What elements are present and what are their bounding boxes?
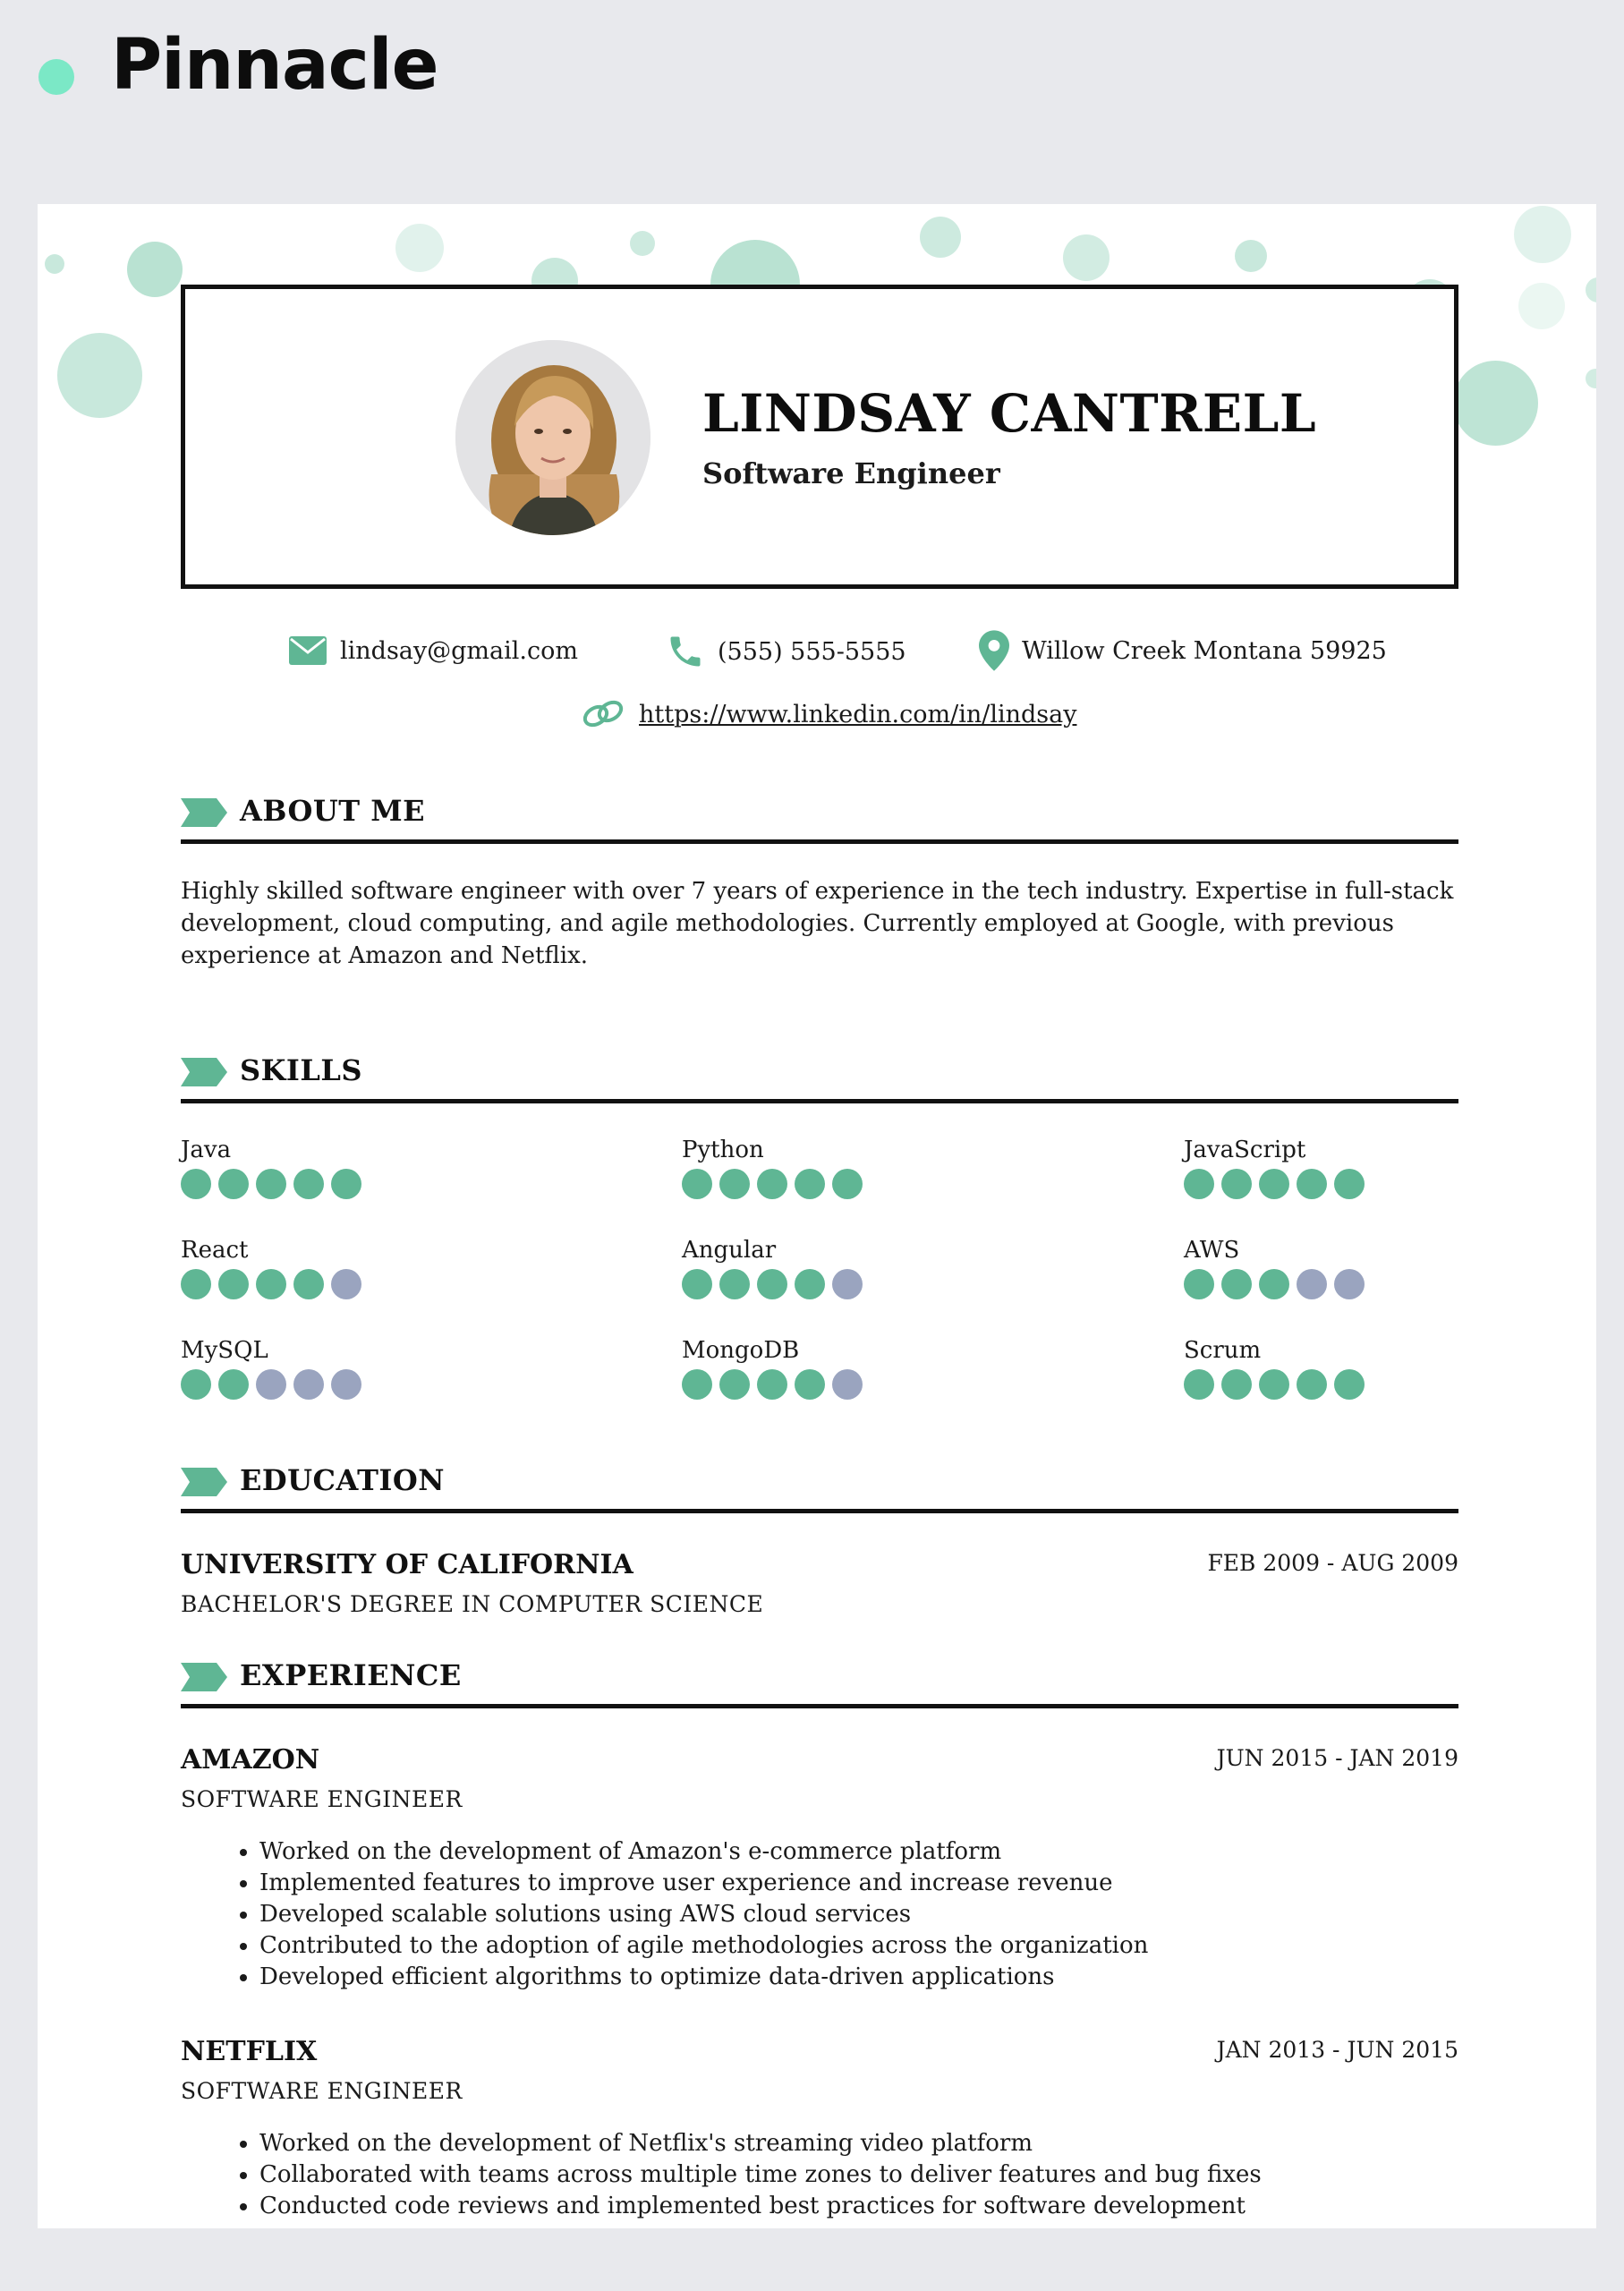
skill-dot-filled — [181, 1369, 211, 1400]
section-title-experience: EXPERIENCE — [240, 1658, 462, 1692]
app-header — [0, 0, 1624, 179]
contact-email-text: lindsay@gmail.com — [340, 636, 578, 665]
skill-dot-filled — [181, 1169, 211, 1199]
skill-dot-filled — [1221, 1269, 1252, 1299]
education-degree: BACHELOR'S DEGREE IN COMPUTER SCIENCE — [181, 1591, 764, 1617]
job-bullets — [218, 2128, 1262, 2222]
email-icon — [288, 635, 327, 666]
job-dates: JAN 2013 - JUN 2015 — [1216, 2037, 1458, 2063]
skill-rating — [181, 1169, 557, 1199]
contact-phone[interactable] — [666, 632, 906, 671]
candidate-name: LINDSAY CANTRELL — [702, 383, 1317, 444]
skill-dot-empty — [331, 1369, 361, 1400]
brand-name: Pinnacle — [111, 25, 438, 106]
section-heading-about — [181, 784, 1458, 847]
skill-rating — [181, 1269, 557, 1299]
list-item: • Developed efficient algorithms to optimize data-driven applications — [259, 1962, 1148, 1993]
skill-dot-empty — [331, 1269, 361, 1299]
skill-rating — [682, 1169, 1058, 1199]
skill-dot-filled — [256, 1169, 286, 1199]
job-bullets — [218, 1836, 1148, 1993]
skill-dot-filled — [293, 1169, 324, 1199]
skill-item — [181, 1138, 557, 1199]
link-icon — [580, 696, 626, 732]
skill-dot-filled — [1259, 1269, 1289, 1299]
skill-rating — [1184, 1169, 1560, 1199]
skill-dot-filled — [1184, 1269, 1214, 1299]
skill-name: React — [181, 1237, 249, 1264]
skill-dot-filled — [256, 1269, 286, 1299]
skill-dot-empty — [832, 1369, 863, 1400]
contact-location — [979, 630, 1387, 671]
skill-dot-filled — [218, 1369, 249, 1400]
skill-dot-empty — [1334, 1269, 1365, 1299]
skill-dot-empty — [293, 1369, 324, 1400]
skill-item — [1184, 1339, 1560, 1400]
skill-dot-filled — [1221, 1169, 1252, 1199]
skill-rating — [682, 1269, 1058, 1299]
skill-dot-filled — [719, 1269, 750, 1299]
about-text: Highly skilled software engineer with over 7 years of experience in the tech industry. Expertise in full-stack development, cloud computing, and agile methodologies. Currently employed at Google, with previous experience at Amazon and Netflix. — [181, 878, 1454, 969]
contact-website-link[interactable]: https://www.linkedin.com/in/lindsay — [639, 700, 1077, 728]
list-item: • Developed scalable solutions using AWS cloud services — [259, 1899, 1148, 1930]
section-chevron-icon — [181, 1058, 227, 1086]
resume-header — [181, 285, 1458, 589]
skill-dot-filled — [682, 1169, 712, 1199]
section-heading-experience — [181, 1648, 1458, 1711]
list-item: • Worked on the development of Netflix's streaming video platform — [259, 2128, 1262, 2159]
portrait-illustration — [455, 340, 650, 535]
skill-dot-filled — [331, 1169, 361, 1199]
contact-location-text: Willow Creek Montana 59925 — [1022, 636, 1387, 665]
skill-dot-filled — [1297, 1369, 1327, 1400]
skill-dot-filled — [719, 1369, 750, 1400]
job-company: NETFLIX — [181, 2036, 318, 2067]
skill-dot-filled — [795, 1169, 825, 1199]
skill-name: AWS — [1184, 1237, 1240, 1264]
section-chevron-icon — [181, 1468, 227, 1496]
skill-dot-filled — [218, 1169, 249, 1199]
section-title-about: ABOUT ME — [240, 794, 426, 828]
skill-dot-filled — [1334, 1169, 1365, 1199]
skill-rating — [181, 1369, 557, 1400]
list-item: • Worked on the development of Amazon's e-commerce platform — [259, 1836, 1148, 1868]
list-item: • Collaborated with teams across multiple time zones to deliver features and bug fixes — [259, 2159, 1262, 2191]
section-divider — [181, 1509, 1458, 1513]
skill-dot-filled — [1334, 1369, 1365, 1400]
skill-rating — [1184, 1369, 1560, 1400]
skill-dot-filled — [795, 1369, 825, 1400]
section-title-education: EDUCATION — [240, 1463, 445, 1497]
skill-dot-filled — [682, 1369, 712, 1400]
section-heading-education — [181, 1453, 1458, 1516]
location-pin-icon — [979, 630, 1009, 671]
profile-photo — [455, 340, 650, 535]
skill-item — [181, 1239, 557, 1299]
skill-dot-filled — [1184, 1369, 1214, 1400]
skill-name: Java — [181, 1137, 232, 1163]
skill-dot-filled — [1221, 1369, 1252, 1400]
skill-dot-filled — [1259, 1169, 1289, 1199]
skill-dot-filled — [795, 1269, 825, 1299]
section-divider — [181, 1704, 1458, 1708]
skill-name: Angular — [682, 1237, 777, 1264]
section-divider — [181, 839, 1458, 844]
skill-rating — [682, 1369, 1058, 1400]
brand-dot-icon — [38, 59, 74, 95]
skill-dot-filled — [757, 1269, 787, 1299]
skill-dot-filled — [181, 1269, 211, 1299]
skill-item — [1184, 1239, 1560, 1299]
section-chevron-icon — [181, 798, 227, 827]
skill-item — [682, 1138, 1058, 1199]
skill-item — [1184, 1138, 1560, 1199]
list-item: • Implemented features to improve user experience and increase revenue — [259, 1868, 1148, 1899]
skill-name: Scrum — [1184, 1337, 1262, 1364]
skill-dot-filled — [218, 1269, 249, 1299]
candidate-title: Software Engineer — [702, 456, 1000, 490]
job-dates: JUN 2015 - JAN 2019 — [1216, 1745, 1458, 1771]
skill-dot-filled — [719, 1169, 750, 1199]
job-role: SOFTWARE ENGINEER — [181, 1786, 463, 1812]
phone-icon — [666, 632, 705, 671]
contact-website[interactable] — [580, 696, 1076, 732]
skill-dot-empty — [832, 1269, 863, 1299]
skill-dot-filled — [293, 1269, 324, 1299]
list-item: • Conducted code reviews and implemented best practices for software development — [259, 2191, 1262, 2222]
section-title-skills: SKILLS — [240, 1053, 362, 1087]
skill-rating — [1184, 1269, 1560, 1299]
skill-item — [682, 1239, 1058, 1299]
contact-phone-text: (555) 555-5555 — [718, 637, 906, 666]
skill-name: MySQL — [181, 1337, 268, 1364]
resume-page — [38, 204, 1596, 2228]
skill-name: Python — [682, 1137, 764, 1163]
skill-item — [181, 1339, 557, 1400]
skill-dot-filled — [757, 1369, 787, 1400]
job-company: AMAZON — [181, 1744, 320, 1776]
skill-dot-filled — [757, 1169, 787, 1199]
section-chevron-icon — [181, 1663, 227, 1691]
skill-dot-filled — [1259, 1369, 1289, 1400]
section-divider — [181, 1099, 1458, 1103]
skill-dot-filled — [832, 1169, 863, 1199]
skill-name: MongoDB — [682, 1337, 800, 1364]
education-school: UNIVERSITY OF CALIFORNIA — [181, 1549, 633, 1580]
section-heading-skills — [181, 1043, 1458, 1106]
skill-dot-filled — [682, 1269, 712, 1299]
list-item: • Contributed to the adoption of agile methodologies across the organization — [259, 1930, 1148, 1962]
skill-dot-filled — [1297, 1169, 1327, 1199]
job-role: SOFTWARE ENGINEER — [181, 2078, 463, 2104]
skill-dot-filled — [1184, 1169, 1214, 1199]
skill-dot-empty — [256, 1369, 286, 1400]
contact-email[interactable] — [288, 635, 578, 666]
skill-name: JavaScript — [1184, 1137, 1306, 1163]
education-dates: FEB 2009 - AUG 2009 — [1207, 1550, 1458, 1576]
skill-dot-empty — [1297, 1269, 1327, 1299]
skill-item — [682, 1339, 1058, 1400]
